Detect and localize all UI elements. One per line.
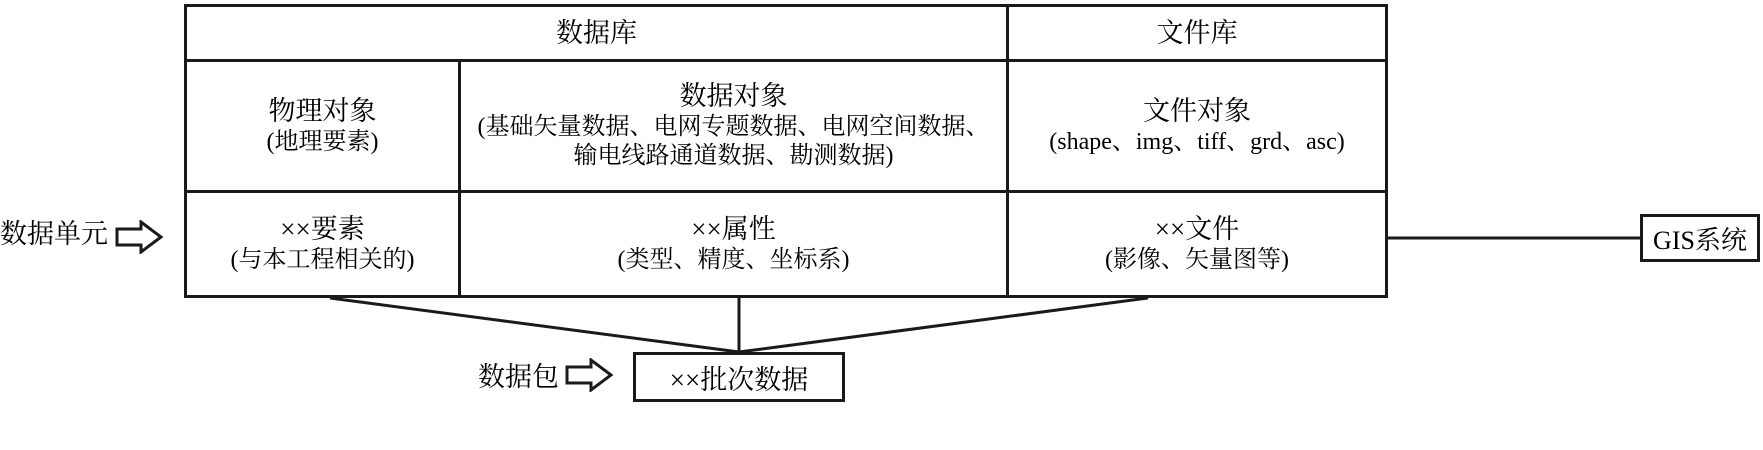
- cell-file-object: 文件对象 (shape、img、tiff、grd、asc): [1049, 95, 1345, 155]
- block-arrow-right-icon: [565, 358, 613, 392]
- table-row: [187, 193, 1385, 295]
- cell-xx-attribute: ××属性 (类型、精度、坐标系): [461, 193, 1009, 295]
- data-unit-label: 数据单元: [0, 219, 108, 249]
- block-arrow-right-icon: [115, 220, 163, 254]
- table-header-row: [187, 7, 1385, 59]
- cell-data-object: 数据对象 (基础矢量数据、电网专题数据、电网空间数据、输电线路通道数据、勘测数据): [461, 62, 1009, 190]
- cell-xx-file: ××文件 (影像、矢量图等): [1105, 213, 1289, 273]
- gis-system-box: GIS系统: [1640, 214, 1760, 262]
- data-package-label-group: [478, 355, 613, 394]
- cell-physical-object: 物理对象 (地理要素): [187, 62, 461, 190]
- cell-xx-feature: ××要素 (与本工程相关的): [187, 193, 461, 295]
- main-table: [184, 4, 1388, 298]
- table-row: [187, 59, 1385, 193]
- header-cell-filestore: 文件库: [1156, 17, 1238, 48]
- data-unit-label-group: [0, 212, 163, 254]
- data-package-label: 数据包: [478, 362, 559, 392]
- batch-data-box: ××批次数据: [633, 352, 845, 402]
- header-cell-database: 数据库: [187, 7, 1009, 59]
